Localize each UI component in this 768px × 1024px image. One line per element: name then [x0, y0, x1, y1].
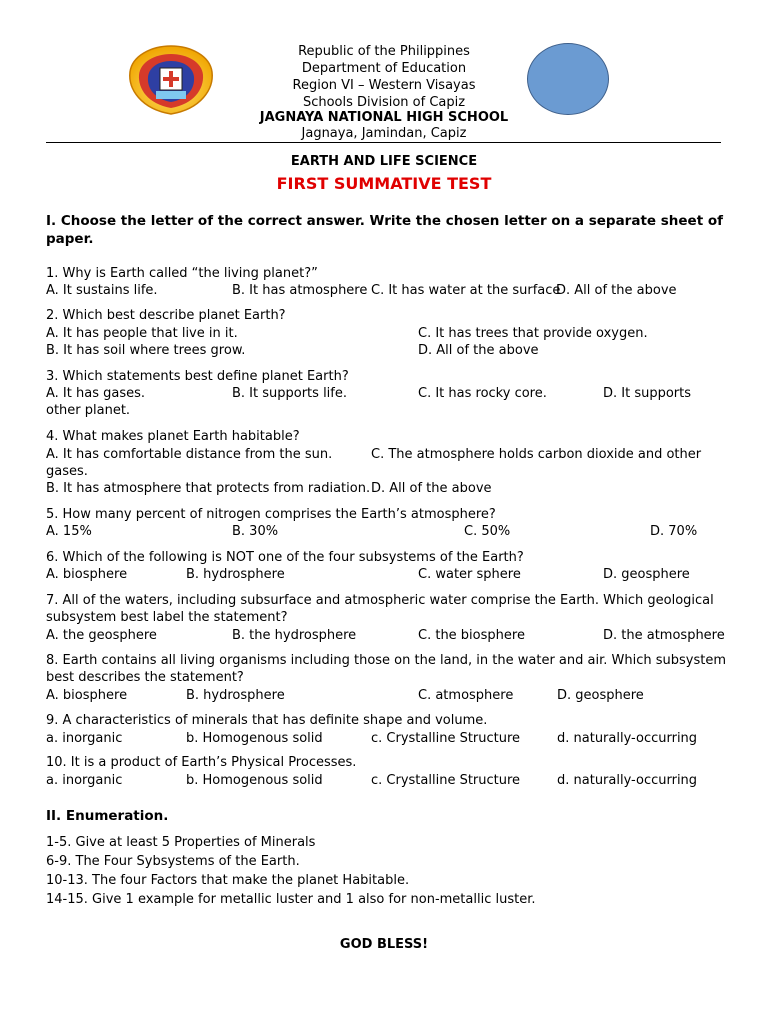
q5-option-d: D. 70%	[650, 524, 698, 539]
header-line-1: Republic of the Philippines	[298, 44, 470, 59]
q3-option-a: A. It has gases.	[46, 386, 145, 401]
enumeration-item-4: 14-15. Give 1 example for metallic luster and 1 also for non-metallic luster.	[46, 892, 536, 907]
q4-option-c: C. The atmosphere holds carbon dioxide and other	[371, 447, 702, 462]
question-9: 9. A characteristics of minerals that has definite shape and volume.	[46, 713, 488, 728]
q2-option-d: D. All of the above	[418, 343, 539, 358]
question-3: 3. Which statements best define planet Earth?	[46, 369, 349, 384]
q10-option-c: c. Crystalline Structure	[371, 773, 521, 788]
q6-option-b: B. hydrosphere	[186, 567, 285, 582]
question-6: 6. Which of the following is NOT one of the four subsystems of the Earth?	[46, 550, 524, 565]
q9-option-a: a. inorganic	[46, 731, 123, 746]
question-10: 10. It is a product of Earth’s Physical Processes.	[46, 755, 357, 770]
q3-option-d-continued: other planet.	[46, 403, 131, 418]
q1-option-d: D. All of the above	[556, 283, 677, 298]
q9-option-b: b. Homogenous solid	[186, 731, 323, 746]
school-name: JAGNAYA NATIONAL HIGH SCHOOL	[259, 110, 509, 125]
q1-option-b: B. It has atmosphere	[232, 283, 368, 298]
q6-option-d: D. geosphere	[603, 567, 690, 582]
closing-text: GOD BLESS!	[339, 937, 429, 952]
q8-option-d: D. geosphere	[557, 688, 644, 703]
q10-option-a: a. inorganic	[46, 773, 123, 788]
q3-option-b: B. It supports life.	[232, 386, 347, 401]
q7-option-c: C. the biosphere	[418, 628, 525, 643]
q4-option-b: B. It has atmosphere that protects from radiation.	[46, 481, 371, 496]
question-8-continued: best describes the statement?	[46, 670, 244, 685]
q7-option-a: A. the geosphere	[46, 628, 157, 643]
q3-option-c: C. It has rocky core.	[418, 386, 547, 401]
q10-option-b: b. Homogenous solid	[186, 773, 323, 788]
q4-option-c-continued: gases.	[46, 464, 88, 479]
question-7-continued: subsystem best label the statement?	[46, 610, 288, 625]
question-1: 1. Why is Earth called “the living planet?”	[46, 266, 318, 281]
enumeration-item-2: 6-9. The Four Sybsystems of the Earth.	[46, 854, 300, 869]
school-address: Jagnaya, Jamindan, Capiz	[301, 126, 467, 141]
header-line-3: Region VI – Western Visayas	[292, 78, 476, 93]
header-line-2: Department of Education	[301, 61, 467, 76]
q8-option-b: B. hydrosphere	[186, 688, 285, 703]
part2-heading: II. Enumeration.	[46, 808, 169, 824]
q5-option-a: A. 15%	[46, 524, 92, 539]
q10-option-d: d. naturally-occurring	[557, 773, 698, 788]
question-5: 5. How many percent of nitrogen comprises the Earth’s atmosphere?	[46, 507, 496, 522]
q9-option-c: c. Crystalline Structure	[371, 731, 521, 746]
enumeration-item-3: 10-13. The four Factors that make the planet Habitable.	[46, 873, 410, 888]
q4-option-a: A. It has comfortable distance from the sun.	[46, 447, 333, 462]
question-7: 7. All of the waters, including subsurface and atmospheric water comprise the Earth. Which geological	[46, 593, 714, 608]
q5-option-b: B. 30%	[232, 524, 279, 539]
q1-option-a: A. It sustains life.	[46, 283, 158, 298]
question-2: 2. Which best describe planet Earth?	[46, 308, 286, 323]
test-title: FIRST SUMMATIVE TEST	[276, 174, 492, 193]
blue-oval-placeholder	[527, 43, 609, 115]
question-4: 4. What makes planet Earth habitable?	[46, 429, 300, 444]
q9-option-d: d. naturally-occurring	[557, 731, 698, 746]
q7-option-d: D. the atmosphere	[603, 628, 725, 643]
q4-option-d: D. All of the above	[371, 481, 492, 496]
q8-option-a: A. biosphere	[46, 688, 128, 703]
q5-option-c: C. 50%	[464, 524, 511, 539]
q8-option-c: C. atmosphere	[418, 688, 514, 703]
q3-option-d: D. It supports	[603, 386, 692, 401]
q7-option-b: B. the hydrosphere	[232, 628, 357, 643]
part1-instruction: I. Choose the letter of the correct answer. Write the chosen letter on a separate sheet of paper.	[46, 213, 724, 247]
q6-option-a: A. biosphere	[46, 567, 128, 582]
q2-option-c: C. It has trees that provide oxygen.	[418, 326, 648, 341]
q2-option-b: B. It has soil where trees grow.	[46, 343, 246, 358]
enumeration-item-1: 1-5. Give at least 5 Properties of Minerals	[46, 835, 316, 850]
q6-option-c: C. water sphere	[418, 567, 521, 582]
q1-option-c: C. It has water at the surface	[371, 283, 561, 298]
q2-option-a: A. It has people that live in it.	[46, 326, 238, 341]
question-8: 8. Earth contains all living organisms including those on the land, in the water and air. Which subsystem	[46, 653, 726, 668]
header-divider	[46, 142, 721, 143]
header-line-4: Schools Division of Capiz	[302, 95, 466, 110]
subject-title: EARTH AND LIFE SCIENCE	[290, 154, 478, 169]
